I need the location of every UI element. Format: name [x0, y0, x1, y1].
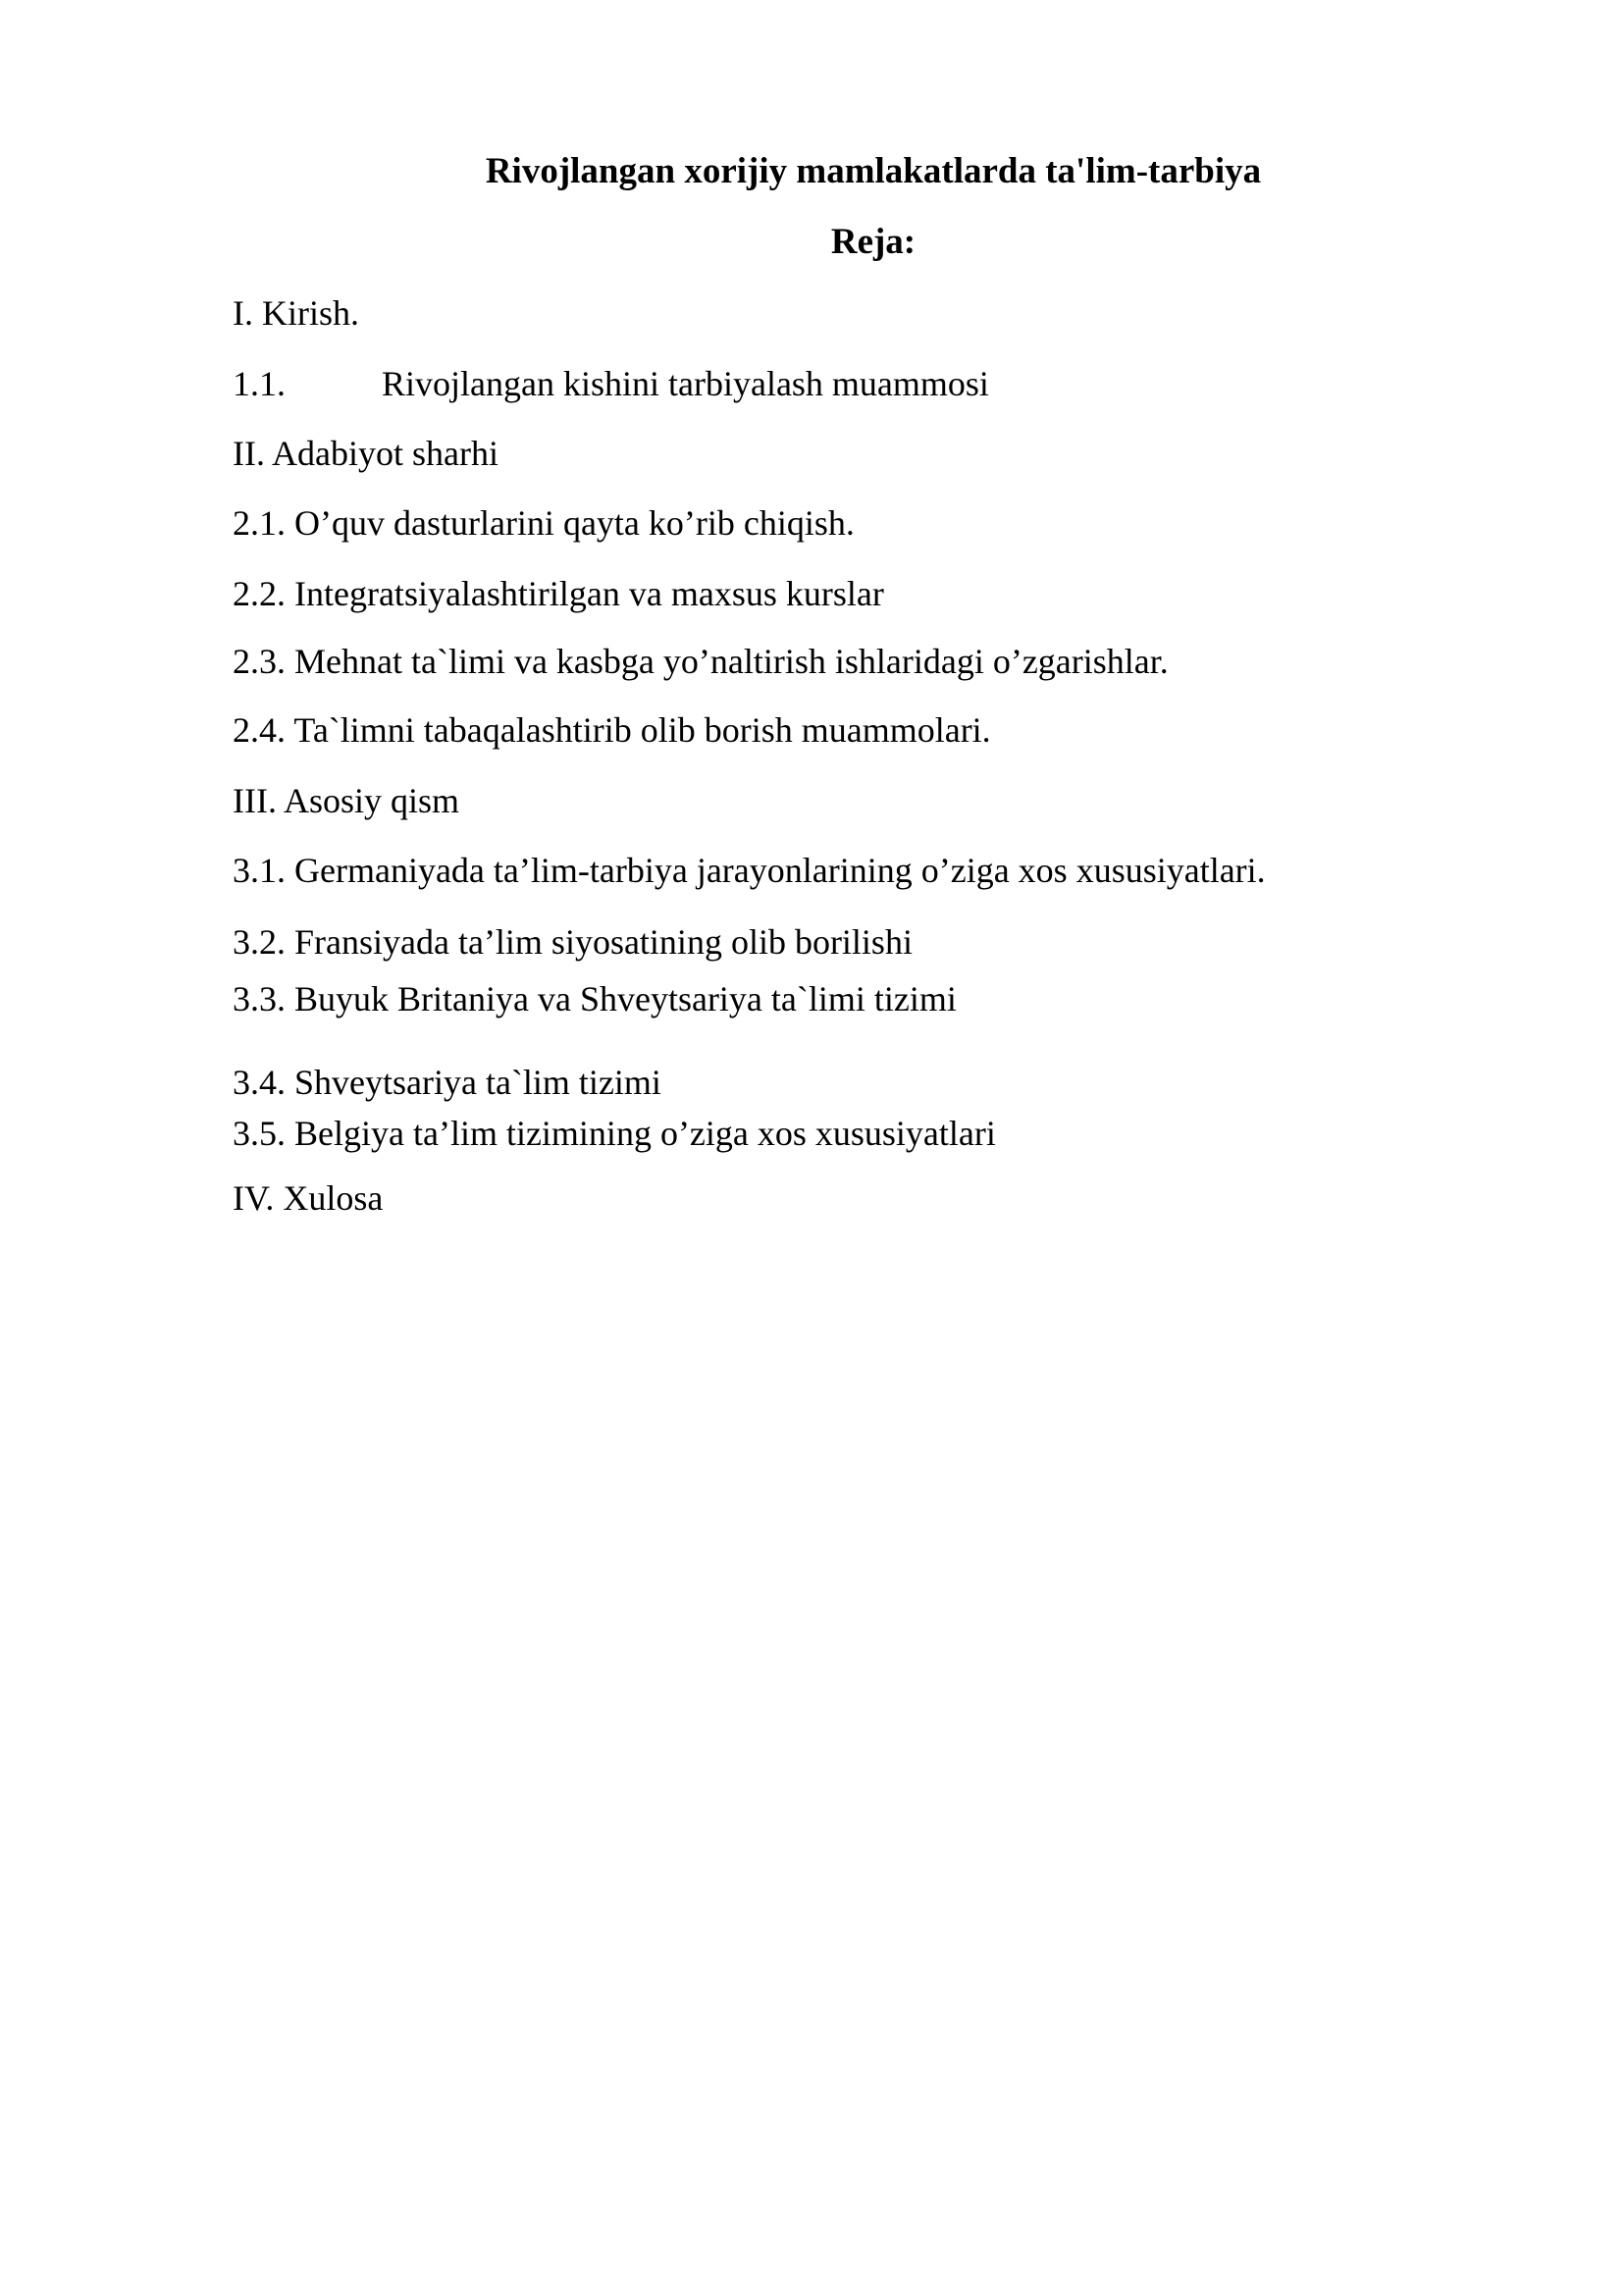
outline-item-conclusion: IV. Xulosa — [233, 1178, 384, 1218]
outline-item-3-1: 3.1. Germaniyada ta’lim-tarbiya jarayonlarining o’ziga xos xususiyatlari. — [233, 851, 1266, 890]
outline-item-text: Rivojlangan kishini tarbiyalash muammosi — [382, 364, 989, 403]
outline-item-2-2: 2.2. Integratsiyalashtirilgan va maxsus kurslar — [233, 574, 884, 613]
plan-heading: Reja: — [830, 222, 917, 262]
outline-item-number: 1.1. — [233, 364, 286, 403]
outline-item-3-2: 3.2. Fransiyada ta’lim siyosatining olib borilishi — [233, 922, 913, 962]
outline-item-3-3: 3.3. Buyuk Britaniya va Shveytsariya ta`limi tizimi — [233, 979, 957, 1018]
outline-item-intro: I. Kirish. — [233, 293, 359, 333]
document-title: Rivojlangan xorijiy mamlakatlarda ta'lim-tarbiya — [485, 151, 1262, 191]
outline-item-2-4: 2.4. Ta`limni tabaqalashtirib olib borish muammolari. — [233, 710, 991, 750]
outline-item-2-1: 2.1. O’quv dasturlarini qayta ko’rib chiqish. — [233, 503, 855, 543]
outline-item-3-4: 3.4. Shveytsariya ta`lim tizimi — [233, 1063, 661, 1102]
outline-item-1-1 — [233, 362, 989, 405]
outline-item-literature-review: II. Adabiyot sharhi — [233, 434, 498, 473]
outline-item-2-3: 2.3. Mehnat ta`limi va kasbga yo’naltirish ishlaridagi o’zgarishlar. — [233, 642, 1169, 681]
outline-item-3-5: 3.5. Belgiya ta’lim tizimining o’ziga xos xususiyatlari — [233, 1114, 996, 1153]
outline-item-main-part: III. Asosiy qism — [233, 781, 460, 820]
